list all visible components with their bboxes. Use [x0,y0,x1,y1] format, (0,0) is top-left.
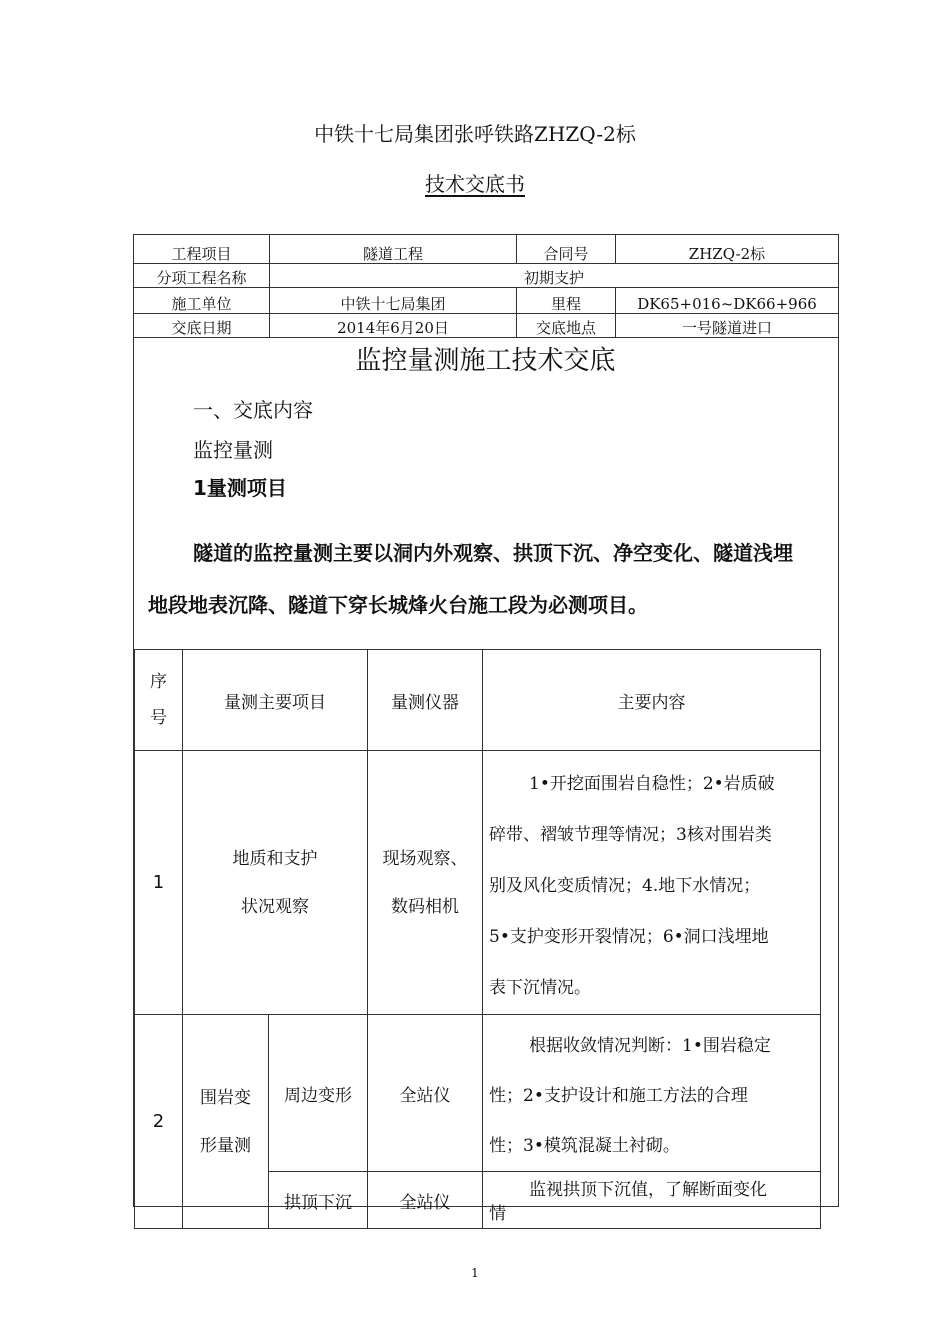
row1-seq: 1 [135,751,183,1015]
row2-content2-line: 监视拱顶下沉值，了解断面变化 [529,1180,767,1200]
paragraph-line-1: 隧道的监控量测主要以洞内外观察、拱顶下沉、净空变化、隧道浅埋 [193,541,793,565]
row1-item-b: 状况观察 [241,896,309,917]
row2-content2 [483,1172,821,1229]
document-title-text: 技术交底书 [425,172,525,196]
row2-sub2: 拱顶下沉 [269,1172,368,1229]
row2-content1-line: 性；3•模筑混凝土衬砌。 [489,1136,680,1156]
row1-instrument-b: 数码相机 [391,896,459,917]
row1-content [483,751,821,1015]
row2-instrument2: 全站仪 [368,1172,483,1229]
info-table [133,234,839,338]
row1-content-line: 别及风化变质情况；4.地下水情况； [489,876,761,896]
row2-group-a: 围岩变 [200,1087,251,1108]
row2-instrument1: 全站仪 [368,1015,483,1172]
row1-instrument-a: 现场观察、 [382,848,468,869]
row2-group [183,1015,269,1229]
company-title: 中铁十七局集团张呼铁路ZHZQ-2标 [314,122,636,146]
row2-seq: 2 [135,1015,183,1229]
date-value: 2014年6月20日 [270,314,517,338]
row1-item [183,751,368,1015]
contract-value: ZHZQ-2标 [616,235,839,264]
header-seq-a: 序 [150,672,167,692]
header-item: 量测主要项目 [183,650,368,751]
mileage-value: DK65+016~DK66+966 [616,288,839,314]
body-paragraph [148,527,838,631]
main-title: 监控量测施工技术交底 [355,346,616,376]
row1-content-line: 1•开挖面围岩自稳性；2•岩质破 [529,774,775,794]
row1-item-a: 地质和支护 [232,848,318,869]
monitoring-table [134,649,821,1229]
page-number: 1 [471,1266,479,1280]
section-heading-3: 1量测项目 [193,476,287,500]
contract-label: 合同号 [517,235,616,264]
row2-group-b: 形量测 [200,1135,251,1156]
section-heading-1: 一、交底内容 [193,398,313,422]
row2-sub1: 周边变形 [269,1015,368,1172]
location-label: 交底地点 [517,314,616,338]
unit-value: 中铁十七局集团 [270,288,517,314]
subproject-value: 初期支护 [270,264,839,288]
document-title [0,168,950,197]
row2-content1-line: 根据收敛情况判断：1•围岩稳定 [529,1036,771,1056]
project-value: 隧道工程 [270,235,517,264]
project-label: 工程项目 [134,235,270,264]
row2-content1 [483,1015,821,1172]
date-label: 交底日期 [134,314,270,338]
subproject-label: 分项工程名称 [134,264,270,288]
table-row [135,751,821,1015]
unit-label: 施工单位 [134,288,270,314]
mileage-label: 里程 [517,288,616,314]
row2-content2-line: 情 [489,1204,506,1224]
row1-content-line: 碎带、褶皱节理等情况；3核对围岩类 [489,825,772,845]
paragraph-line-2: 地段地表沉降、隧道下穿长城烽火台施工段为必测项目。 [148,593,648,617]
table-row [135,1015,821,1172]
section-heading-2: 监控量测 [193,438,273,462]
header-content: 主要内容 [483,650,821,751]
header-seq-b: 号 [150,708,167,728]
header-seq [135,650,183,751]
row1-content-line: 5•支护变形开裂情况；6•洞口浅埋地 [489,927,769,947]
row1-instrument [368,751,483,1015]
table-header-row [135,650,821,751]
row2-content1-line: 性；2•支护设计和施工方法的合理 [489,1086,748,1106]
header-instrument: 量测仪器 [368,650,483,751]
location-value: 一号隧道进口 [616,314,839,338]
row1-content-line: 表下沉情况。 [489,978,591,998]
